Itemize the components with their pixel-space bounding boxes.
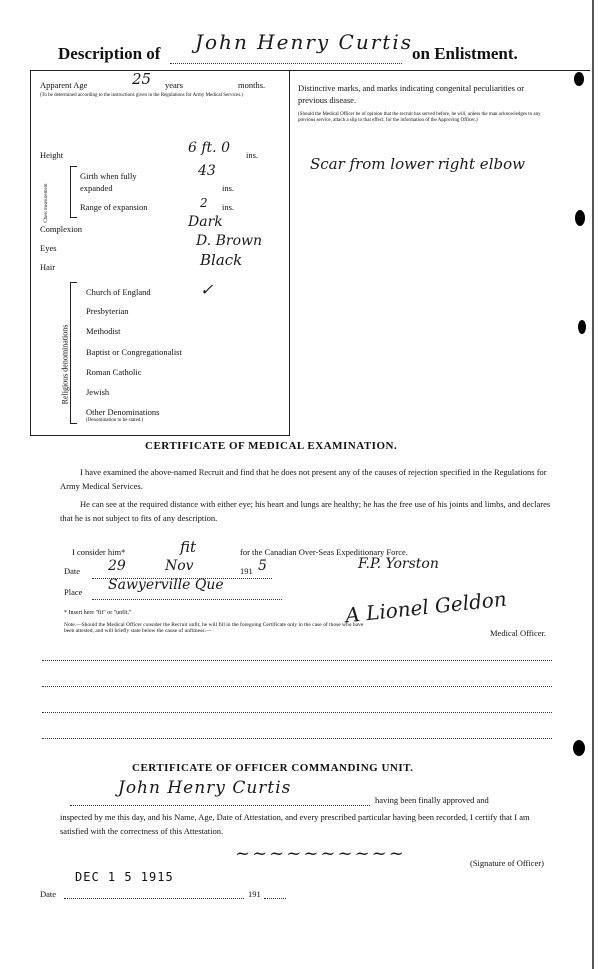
medical-footnote-1: * Insert here "fit" or "unfit."	[64, 610, 132, 616]
medical-footnote-2: Note.—Should the Medical Officer consider the Recruit unfit, he will fill in the foregoing Certificate only in the case of those who have been attested, and will briefly state below the cause of unfitness:—	[64, 622, 364, 634]
scan-edge-right	[592, 0, 594, 969]
years-label: years	[165, 80, 183, 90]
range-label: Range of expansion	[80, 202, 148, 212]
chest-side-label: Chest measurement	[44, 183, 49, 223]
medical-officer-label: Medical Officer.	[490, 628, 547, 638]
recruit-name: John Henry Curtis	[195, 30, 413, 54]
medical-date-month: Nov	[165, 558, 194, 574]
religion-jewish: Jewish	[86, 387, 110, 397]
religion-methodist: Methodist	[86, 326, 121, 336]
complexion-label: Complexion	[40, 224, 83, 234]
eyes-label: Eyes	[40, 243, 57, 253]
medical-year-digit: 5	[258, 558, 267, 574]
hair-value: Black	[200, 251, 243, 269]
unfit-line-3	[42, 712, 552, 713]
commanding-name-line	[70, 805, 370, 806]
hair-label: Hair	[40, 262, 56, 272]
distinctive-marks-value: Scar from lower right elbow	[310, 155, 525, 173]
medical-signature-top: F.P. Yorston	[358, 556, 439, 572]
medical-para-1: I have examined the above-named Recruit and find that he does not present any of the causes of rejection specified in the Regulations for Army Medical Services.	[60, 467, 547, 491]
distinctive-marks-label: Distinctive marks, and marks indicating congenital peculiarities or previous disease.	[298, 83, 525, 105]
commanding-date-label: Date	[40, 889, 57, 899]
apparent-age-value: 25	[132, 70, 152, 88]
height-ins-label: ins.	[246, 150, 259, 160]
unfit-line-2	[42, 686, 552, 687]
height-label: Height	[40, 150, 64, 160]
religion-other: Other Denominations	[86, 407, 160, 417]
scan-artifact	[574, 72, 584, 86]
age-note: (To be determined according to the instructions given in the Regulations for Army Medical Services.)	[40, 93, 244, 98]
scan-artifact	[573, 740, 585, 756]
religion-roman-catholic: Roman Catholic	[86, 367, 142, 377]
frame-top	[30, 70, 590, 71]
commanding-officer-signature: ~~~~~~~~~~	[235, 843, 406, 864]
consider-suffix: for the Canadian Over-Seas Expeditionary Force.	[240, 547, 408, 557]
apparent-age-label: Apparent Age	[40, 80, 88, 90]
religion-bracket	[70, 282, 77, 424]
medical-date-day: 29	[108, 558, 126, 574]
religion-church-of-england: Church of England	[86, 287, 151, 297]
frame-left	[30, 70, 31, 435]
eyes-value: D. Brown	[196, 233, 263, 249]
medical-officer-signature: A Lionel Geldon	[344, 586, 508, 628]
religion-other-note: (Denomination to be stated.)	[86, 418, 144, 423]
consider-prefix: I consider him*	[72, 547, 126, 557]
religion-presbyterian: Presbyterian	[86, 306, 129, 316]
commanding-certificate-heading: CERTIFICATE OF OFFICER COMMANDING UNIT.	[132, 762, 414, 774]
commanding-having-text: having been finally approved and	[375, 795, 489, 805]
scan-artifact	[578, 320, 586, 334]
unfit-line-1	[42, 660, 552, 661]
girth-label: Girth when fully expanded	[80, 171, 137, 193]
medical-date-label: Date	[64, 566, 81, 576]
unfit-line-4	[42, 738, 552, 739]
signature-of-officer-label: (Signature of Officer)	[470, 858, 544, 868]
medical-place-label: Place	[64, 587, 83, 597]
medical-place-line	[92, 599, 282, 600]
girth-value: 43	[198, 163, 216, 179]
medical-para-2: He can see at the required distance with either eye; his heart and lungs are healthy; he has the free use of his joints and limbs, and declares that he is not subject to fits of any description.	[60, 499, 551, 523]
religion-check-mark: ✓	[200, 280, 214, 299]
commanding-year-label: 191	[248, 889, 261, 899]
commanding-para: inspected by me this day, and his Name, Age, Date of Attestation, and every prescribed particular having been recorded, I certify that I am satisfied with the correctness of this Attestation.	[60, 812, 530, 836]
height-value: 6 ft. 0	[188, 140, 230, 156]
religion-baptist: Baptist or Congregationalist	[86, 347, 182, 357]
name-underline	[170, 63, 402, 64]
commanding-date-line	[64, 898, 244, 899]
religion-side-label: Religious denominations	[60, 324, 70, 405]
commanding-recruit-name: John Henry Curtis	[118, 778, 292, 798]
date-stamp: DEC 1 5 1915	[75, 870, 174, 884]
distinctive-marks-note: (Should the Medical Officer be of opinion that the recruit has served before, he will, unless the man acknowledges to any previous service, attach a slip to that effect, for the information of the Approving Officer.)	[298, 112, 541, 123]
consider-value: fit	[180, 538, 197, 556]
frame-bottom	[30, 435, 290, 436]
commanding-year-line	[264, 898, 286, 899]
girth-ins-label: ins.	[222, 183, 235, 193]
medical-place-value: Sawyerville Que	[108, 577, 224, 593]
complexion-value: Dark	[188, 214, 223, 230]
range-value: 2	[200, 196, 208, 210]
chest-bracket	[70, 166, 77, 218]
medical-certificate-heading: CERTIFICATE OF MEDICAL EXAMINATION.	[145, 440, 398, 452]
scan-artifact	[575, 210, 585, 226]
frame-divider	[289, 70, 290, 435]
medical-year-prefix: 191	[240, 566, 253, 576]
form-title-right: on Enlistment.	[412, 44, 518, 63]
range-ins-label: ins.	[222, 202, 235, 212]
months-label: months.	[238, 80, 266, 90]
form-title-left: Description of	[58, 44, 161, 63]
